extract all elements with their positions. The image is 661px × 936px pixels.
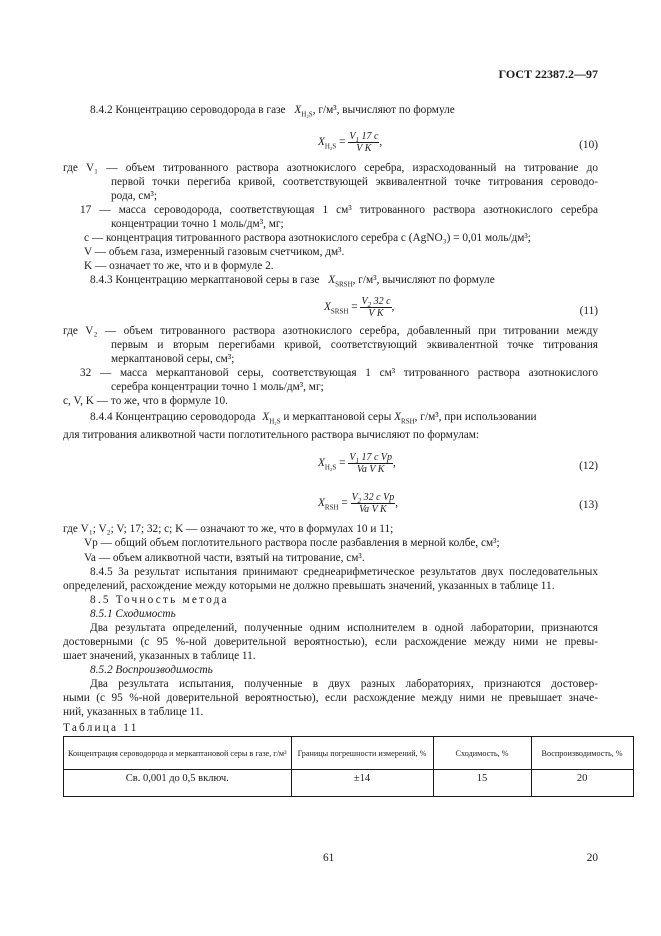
formula-10-number: (10) — [579, 139, 598, 151]
p851-line2: достоверными (с 95 %-ной доверительной вероятностью), если расхождение между ними не превы- — [63, 636, 598, 648]
standard-code: ГОСТ 22387.2—97 — [498, 67, 598, 81]
p852-line2: ными (с 95 %-ной доверительной вероятностью), если расхождение между ними не превышает значе- — [63, 692, 598, 704]
formula-13-number: (13) — [579, 499, 598, 511]
p852-line3: ний, указанных в таблице 11. — [63, 706, 204, 718]
table-cell: Св. 0,001 до 0,5 включ. — [64, 770, 292, 797]
section-844-line1: 8.4.4 Концентрацию сероводорода $X_{H_2S}$ и меркаптановой серы $X_{RSH}$, г/м³, при использовании — [90, 411, 537, 426]
where-v2-line2: первым и вторым перегибами кривой, соответствующий эквивалентной точке титрования — [111, 339, 598, 351]
table-header-row — [64, 737, 634, 770]
table-caption: Таблица 11 — [63, 722, 139, 734]
where-v: V — объем газа, измеренный газовым счетчиком, дм³. — [84, 246, 345, 258]
where-v2-line3: меркаптановой серы, см³; — [111, 353, 235, 365]
where-cvk: c, V, K — то же, что в формуле 10. — [63, 395, 228, 407]
section-852-heading: 8.5.2 Воспроизводимость — [90, 664, 213, 676]
where-v1-line1: где V₁ — объем титрованного раствора азотнокислого серебра, израсходованный на титрование до — [63, 162, 598, 174]
formula-10: $X_{H_2S}$ = $\frac{V_1 17 c}{\text{V K}}$ , — [318, 131, 383, 154]
section-842-intro: 8.4.2 Концентрацию сероводорода в газе $X_{H_2S}$, г/м³, вычисляют по формуле — [90, 104, 455, 119]
where-v1-line2: первой точки перегиба кривой, соответствующей эквивалентной точке титрования сероводо- — [111, 176, 598, 188]
p851-line3: шает значений, указанных в таблице 11. — [63, 650, 256, 662]
table-header-cell: Воспроизводимость, % — [531, 737, 633, 770]
where-17-line1: 17 — масса сероводорода, соответствующая 1 см³ титрованного раствора азотнокислого серебра — [80, 204, 598, 216]
table-row — [64, 770, 634, 797]
where-c: c — концентрация титрованного раствора азотнокислого серебра c (AgNO₃) = 0,01 моль/дм³; — [84, 232, 531, 244]
table-header-cell: Границы погрешности измерений, % — [291, 737, 433, 770]
p851-line1: Два результата определений, полученные одним исполнителем в одной лаборатории, признаются — [90, 622, 598, 634]
h2s-subscript: H₂S — [301, 110, 313, 119]
where-vp: Vp — общий объем поглотительного раствора после разбавления в мерной колбе, см³; — [84, 537, 500, 549]
table-11 — [63, 736, 634, 797]
table-header-cell: Сходимость, % — [433, 737, 531, 770]
formula-13: $X_{RSH}$ = $\frac{V_2 32 c Vp}{\text{Va V K}}$ , — [318, 492, 399, 515]
formula-12: $X_{H_2S}$ = $\frac{V_1 17 c Vp}{\text{Va V K}}$ , — [318, 452, 396, 475]
section-85-heading: 8.5 Точность метода — [90, 594, 229, 606]
formula-11-number: (11) — [579, 305, 598, 317]
page-number-right: 20 — [586, 852, 598, 864]
section-851-heading: 8.5.1 Сходимость — [90, 608, 176, 620]
where-32-line2: серебра концентрации точно 1 моль/дм³, мг; — [111, 381, 324, 393]
where-v1-line3: рода, см³; — [111, 190, 158, 202]
where-17-line2: концентрации точно 1 моль/дм³, мг; — [111, 218, 284, 230]
table-cell: ±14 — [291, 770, 433, 797]
table-header-cell: Концентрация сероводорода и меркаптановой серы в газе, г/м³ — [64, 737, 292, 770]
formula-12-number: (12) — [579, 460, 598, 472]
where-common: где V₁; V₂; V; 17; 32; c; K — означают то же, что в формулах 10 и 11; — [63, 523, 394, 535]
section-844-line2: для титрования аликвотной части поглотительного раствора вычисляют по формулам: — [63, 429, 480, 441]
p852-line1: Два результата испытания, полученные в двух разных лабораториях, признаются достовер- — [90, 678, 598, 690]
srsh-subscript: SRSH — [335, 280, 353, 289]
formula-11: $X_{SRSH}$ = $\frac{V_2 32 c}{\text{V K}}$ , — [324, 296, 395, 319]
where-v2-line1: где V₂ — объем титрованного раствора азотнокислого серебра, добавленный при титровании между — [63, 325, 598, 337]
section-843-intro: 8.4.3 Концентрацию меркаптановой серы в газе $X_{SRSH}$, г/м³, вычисляют по формуле — [90, 274, 495, 289]
where-32-line1: 32 — масса меркаптановой серы, соответствующая 1 см³ титрованного раствора азотнокислого — [80, 367, 598, 379]
where-va: Va — объем аликвотной части, взятый на титрование, см³. — [84, 552, 365, 564]
section-845-line1: 8.4.5 За результат испытания принимают среднеарифметическое результатов двух последовательных — [90, 566, 598, 578]
table-cell: 15 — [433, 770, 531, 797]
table-cell: 20 — [531, 770, 633, 797]
where-k: K — означает то же, что и в формуле 2. — [84, 260, 274, 272]
page-number-center: 61 — [323, 852, 335, 864]
section-845-line2: определений, расхождение между которыми не должно превышать значений, указанных в таблице 11. — [63, 580, 555, 592]
